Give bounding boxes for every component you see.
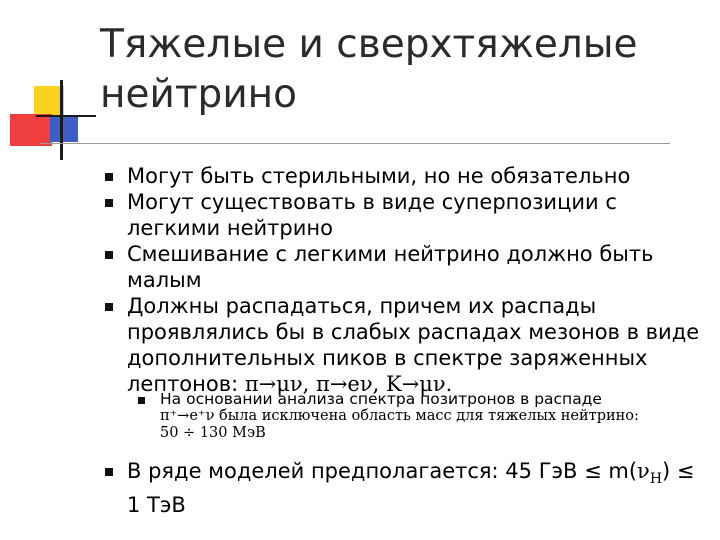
bullet-4-line-2: проявлялись бы в слабых распадах мезонов в виде: [127, 320, 700, 344]
bullet-3-line-2: малым: [127, 268, 202, 292]
bullet-4-line-1: Должны распадаться, причем их распады: [127, 294, 597, 318]
title-underline: [40, 143, 670, 144]
square-bullet-icon: [105, 303, 113, 311]
bullet-5-line-2: 1 ТэВ: [127, 493, 186, 518]
slide-title: [100, 20, 700, 120]
positron-decay-formula: π⁺→e⁺ν: [160, 408, 215, 424]
title-line-1: Тяжелые и сверхтяжелые: [100, 22, 638, 67]
decor-horizontal-line: [36, 115, 96, 117]
heavy-subscript: H: [649, 471, 663, 488]
bullet-1-line-1: Могут быть стерильными, но не обязательно: [127, 164, 631, 188]
neutrino-symbol: ν: [637, 459, 650, 483]
square-bullet-icon: [105, 468, 113, 476]
square-bullet-icon: [105, 173, 113, 181]
bullet-2-line-1: Могут существовать в виде суперпозиции с: [127, 190, 617, 214]
sub-bullet-line-2: [160, 408, 700, 425]
decor-blue-square: [50, 116, 78, 142]
square-bullet-icon: [105, 199, 113, 207]
square-bullet-icon: [105, 251, 113, 259]
bullet-2-line-2: легкими нейтрино: [127, 216, 333, 240]
sub-bullet-line-1: На основании анализа спектра позитронов в распаде: [160, 390, 602, 408]
title-line-2: нейтрино: [100, 72, 298, 117]
bullet-5-line-1-text: В ряде моделей предполагается: 45 ГэВ ≤ m(: [127, 459, 638, 483]
bullet-5-line-1: [127, 458, 697, 492]
bullet-5-line-1-end: ) ≤: [662, 459, 695, 483]
decor-vertical-line: [60, 80, 63, 160]
sub-bullet-line-3: 50 ÷ 130 МэВ: [160, 425, 266, 441]
decay-formula: π→μν, π→eν, K→μν.: [244, 372, 453, 396]
bullet-4-line-3: дополнительных пиков в спектре заряженных: [127, 346, 648, 370]
bullet-3-line-1: Смешивание с легкими нейтрино должно быть: [127, 242, 654, 266]
square-bullet-icon: [138, 397, 145, 404]
sub-bullet-line-2-text: была исключена область масс для тяжелых нейтрино:: [214, 408, 639, 424]
decor-red-square: [10, 114, 52, 146]
bullet-4-line-4-text: лептонов:: [127, 372, 245, 396]
